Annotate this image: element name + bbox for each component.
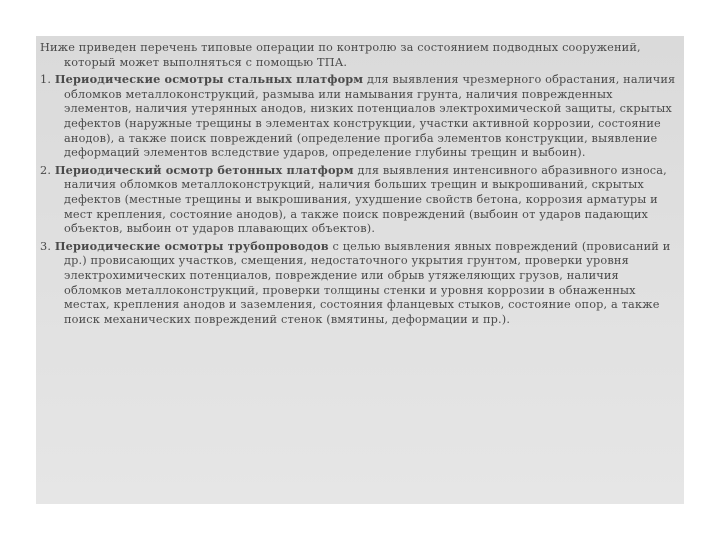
- item-text: для выявления чрезмерного обрастания, наличия обломков металлоконструкций, размыва или намывания грунта, наличия поврежденных элементов, наличия утерянных анодов, низких потенциалов электрохимической защиты, скрытых дефектов (наружные трещины в элементах конструкции, участки активной коррозии, состояние анодов), а также поиск повреждений (определение прогиба элементов конструкции, выявление деформаций элементов вследствие ударов, определение глубины трещин и выбоин).: [64, 73, 676, 160]
- item-number: 3.: [40, 239, 52, 253]
- item-title: Периодические осмотры трубопроводов: [54, 238, 329, 253]
- intro-paragraph: Ниже приведен перечень типовые операции по контролю за состоянием подводных сооружений, который может выполняться с помощью ТПА.: [40, 41, 641, 69]
- item-text: для выявления интенсивного абразивного износа, наличия обломков металлоконструкций, наличия больших трещин и выкрошиваний, скрытых дефектов (местные трещины и выкрошивания, ухудшение свойств бетона, коррозия арматуры и мест крепления, состояние анодов), а также поиск повреждений (выбоин от ударов падающих объектов, выбоин от ударов плавающих объектов).: [64, 163, 667, 236]
- item-text: с целью выявления явных повреждений (провисаний и др.) провисающих участков, смещения, недостаточного укрытия грунтом, проверки уровня электрохимических потенциалов, повреждение или обрыв утяжеляющих грузов, наличия обломков металлоконструкций, проверки толщины стенки и уровня коррозии в обнаженных местах, крепления анодов и заземления, состояния фланцевых стыков, состояние опор, а также поиск механических повреждений стенок (вмятины, деформации и пр.).: [64, 239, 671, 326]
- item-number: 2.: [40, 163, 52, 177]
- list-item: [40, 239, 680, 328]
- list-item: [40, 72, 680, 161]
- text-body: [40, 41, 680, 327]
- item-number: 1.: [40, 73, 52, 87]
- item-title: Периодический осмотр бетонных платформ: [54, 162, 354, 177]
- item-title: Периодические осмотры стальных платформ: [54, 72, 364, 87]
- list-item: [40, 163, 680, 237]
